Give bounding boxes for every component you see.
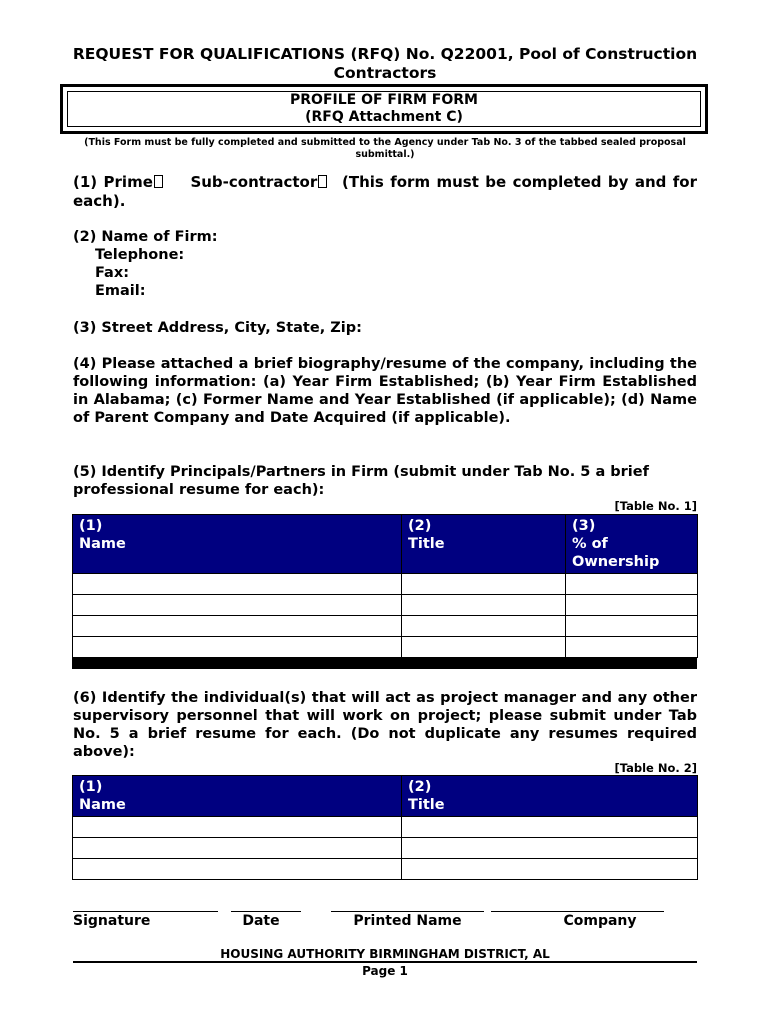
table-1-footer-bar [72, 657, 697, 669]
title-cell[interactable] [402, 817, 698, 838]
company-line[interactable] [491, 911, 664, 912]
footer-rule [73, 961, 697, 963]
column-header-title: (2) Title [402, 515, 566, 574]
table-row [73, 616, 698, 637]
document-title: REQUEST FOR QUALIFICATIONS (RFQ) No. Q22001, Pool of Construction Contractors [72, 45, 698, 82]
firm-name-label: (2) Name of Firm: [73, 229, 218, 245]
principals-table [72, 514, 698, 658]
name-cell[interactable] [73, 616, 402, 637]
table-row [73, 817, 698, 838]
signature-label: Signature [73, 913, 151, 929]
name-cell[interactable] [73, 817, 402, 838]
subcontractor-label: Sub-contractor [190, 173, 318, 191]
email-label: Email: [95, 283, 146, 299]
name-cell[interactable] [73, 859, 402, 880]
signature-line[interactable] [73, 911, 218, 912]
section-4-text: (4) Please attached a brief biography/resume of the company, including the following information: (a) Year Firm Established; (b) Year Firm Established in Alabama; (c) Former Name and Year Established (if applicable); (d) Name of Parent Company and Date Acquired (if applicable). [73, 356, 697, 426]
title-cell[interactable] [402, 859, 698, 880]
column-header-ownership: (3) % of Ownership [566, 515, 698, 574]
form-title-box [60, 84, 708, 134]
table-1-label: [Table No. 1] [614, 499, 697, 513]
section-6-text: (6) Identify the individual(s) that will act as project manager and any other supervisory personnel that will work on project; please submit under Tab No. 5 a brief resume for each. (Do not duplicate any resumes required above): [73, 690, 697, 760]
ownership-cell[interactable] [566, 595, 698, 616]
fax-label: Fax: [95, 265, 129, 281]
form-title-line2: (RFQ Attachment C) [305, 109, 463, 125]
form-title [63, 92, 705, 126]
company-label: Company [563, 913, 637, 929]
principals-table-header [73, 515, 698, 574]
table-row [73, 595, 698, 616]
form-title-line1: PROFILE OF FIRM FORM [290, 92, 478, 108]
date-line[interactable] [231, 911, 301, 912]
table-row [73, 574, 698, 595]
ownership-cell[interactable] [566, 616, 698, 637]
printed-name-line[interactable] [331, 911, 484, 912]
section-1-instruction: (This form must be completed by and for each). [73, 173, 697, 210]
date-label: Date [242, 913, 280, 929]
footer-agency: HOUSING AUTHORITY BIRMINGHAM DISTRICT, AL [220, 947, 550, 961]
column-header-title: (2) Title [402, 776, 698, 817]
table-2-label: [Table No. 2] [614, 761, 697, 775]
ownership-cell[interactable] [566, 574, 698, 595]
title-cell[interactable] [402, 595, 566, 616]
ownership-cell[interactable] [566, 637, 698, 658]
telephone-label: Telephone: [95, 247, 185, 263]
address-label: (3) Street Address, City, State, Zip: [73, 320, 362, 336]
prime-checkbox[interactable] [154, 175, 163, 188]
signature-row [0, 900, 770, 940]
section-1 [73, 173, 697, 211]
prime-label: (1) Prime [73, 173, 153, 191]
name-cell[interactable] [73, 595, 402, 616]
table-row [73, 859, 698, 880]
title-cell[interactable] [402, 637, 566, 658]
title-cell[interactable] [402, 616, 566, 637]
title-cell[interactable] [402, 838, 698, 859]
name-cell[interactable] [73, 574, 402, 595]
table-row [73, 838, 698, 859]
submission-note: (This Form must be fully completed and submitted to the Agency under Tab No. 3 of the tabbed sealed proposal submittal.) [84, 137, 686, 160]
printed-name-label: Printed Name [353, 913, 462, 929]
column-header-name: (1) Name [73, 776, 402, 817]
column-header-name: (1) Name [73, 515, 402, 574]
supervisors-table-header [73, 776, 698, 817]
subcontractor-checkbox[interactable] [318, 175, 327, 188]
name-cell[interactable] [73, 637, 402, 658]
supervisors-table [72, 775, 698, 880]
name-cell[interactable] [73, 838, 402, 859]
section-5-text: (5) Identify Principals/Partners in Firm (submit under Tab No. 5 a brief professional resume for each): [73, 464, 649, 498]
page-number: Page 1 [362, 964, 408, 978]
table-row [73, 637, 698, 658]
title-cell[interactable] [402, 574, 566, 595]
